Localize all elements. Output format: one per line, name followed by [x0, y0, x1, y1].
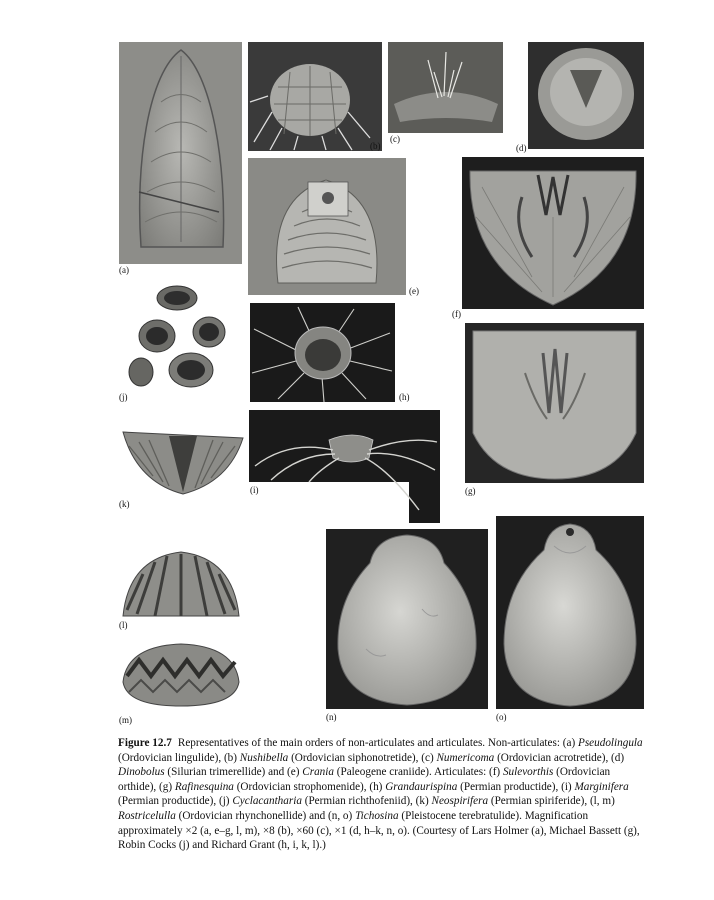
- panel-label-n: (n): [326, 712, 337, 722]
- fossil-image-a: [119, 42, 242, 264]
- caption-run: (Paleogene craniide). Articulates: (f): [333, 766, 503, 779]
- fossil-image-o: [496, 516, 644, 709]
- caption-genus-name: Sulevorthis: [502, 766, 554, 779]
- panel-label-h: (h): [399, 392, 410, 402]
- fossil-image-h: [250, 303, 395, 402]
- caption-genus-name: Marginifera: [574, 780, 629, 793]
- panel-label-o: (o): [496, 712, 507, 722]
- fossil-image-f: [462, 157, 644, 309]
- caption-run: (Permian spiriferide), (l, m): [488, 795, 615, 808]
- caption-genus-name: Crania: [302, 766, 334, 779]
- caption-genus-name: Grandaurispina: [385, 780, 458, 793]
- caption-genus-name: Tichosina: [355, 809, 399, 822]
- fossil-image-d: [528, 42, 644, 149]
- fossil-image-g: [465, 323, 644, 483]
- fossil-image-n: [326, 529, 488, 709]
- fossil-image-i: [249, 410, 440, 523]
- fossil-image-b: [248, 42, 382, 151]
- fossil-image-k: [119, 412, 247, 498]
- caption-run: (Ordovician rhynchonellide) and (n, o): [175, 809, 356, 822]
- panel-label-c: (c): [390, 134, 400, 144]
- caption-text: [118, 737, 643, 851]
- panel-label-a: (a): [119, 265, 129, 275]
- fossil-image-j: [119, 280, 231, 398]
- caption-run: (Ordovician acrotretide), (d): [494, 751, 625, 764]
- caption-run: (Pleistocene terebratulide). Magnification approximately ×2 (a, e–g, l, m), ×8 (b), ×60 (c), ×1 (d, h–k, n, o). (Courtesy of Lars Holmer (a), Michael Bassett (g), Robin Cocks (j) and Richard Grant (h, i, k, l).): [118, 809, 640, 852]
- panel-label-b: (b): [370, 141, 381, 151]
- caption-genus-name: Rafinesquina: [174, 780, 234, 793]
- caption-run: (Permian productide), (j): [118, 795, 233, 808]
- figure-caption: [118, 736, 648, 853]
- panel-label-k: (k): [119, 499, 130, 509]
- caption-run: (Permian productide), (i): [457, 780, 575, 793]
- caption-run: (Ordovician orthide), (g): [118, 766, 611, 793]
- caption-run: (Silurian trimerellide) and (e): [164, 766, 303, 779]
- caption-run: (Permian richthofeniid), (k): [301, 795, 432, 808]
- fossil-image-l: [119, 548, 242, 624]
- caption-genus-name: Cyclacantharia: [232, 795, 302, 808]
- caption-genus-name: Rostricelulla: [118, 809, 176, 822]
- caption-genus-name: Pseudolingula: [577, 737, 643, 749]
- panel-label-i: (i): [250, 485, 259, 495]
- panel-label-l: (l): [119, 620, 128, 630]
- caption-run: (Ordovician lingulide), (b): [118, 751, 240, 764]
- caption-genus-name: Nushibella: [239, 751, 289, 764]
- caption-genus-name: Dinobolus: [118, 766, 165, 779]
- fossil-image-c: [388, 42, 503, 133]
- fossil-image-m: [119, 636, 242, 710]
- figure-number: Figure 12.7: [118, 737, 172, 749]
- panel-label-e: (e): [409, 286, 419, 296]
- panel-label-m: (m): [119, 715, 132, 725]
- caption-genus-name: Neospirifera: [431, 795, 489, 808]
- fossil-image-e: [248, 158, 406, 295]
- panel-label-g: (g): [465, 486, 476, 496]
- panel-label-j: (j): [119, 392, 128, 402]
- caption-genus-name: Numericoma: [436, 751, 495, 764]
- panel-label-f: (f): [452, 309, 461, 319]
- caption-run: (Ordovician strophomenide), (h): [233, 780, 386, 793]
- panel-label-d: (d): [516, 143, 527, 153]
- caption-run: Representatives of the main orders of non-articulates and articulates. Non-articulates: (a): [177, 737, 578, 749]
- caption-run: (Ordovician siphonotretide), (c): [288, 751, 437, 764]
